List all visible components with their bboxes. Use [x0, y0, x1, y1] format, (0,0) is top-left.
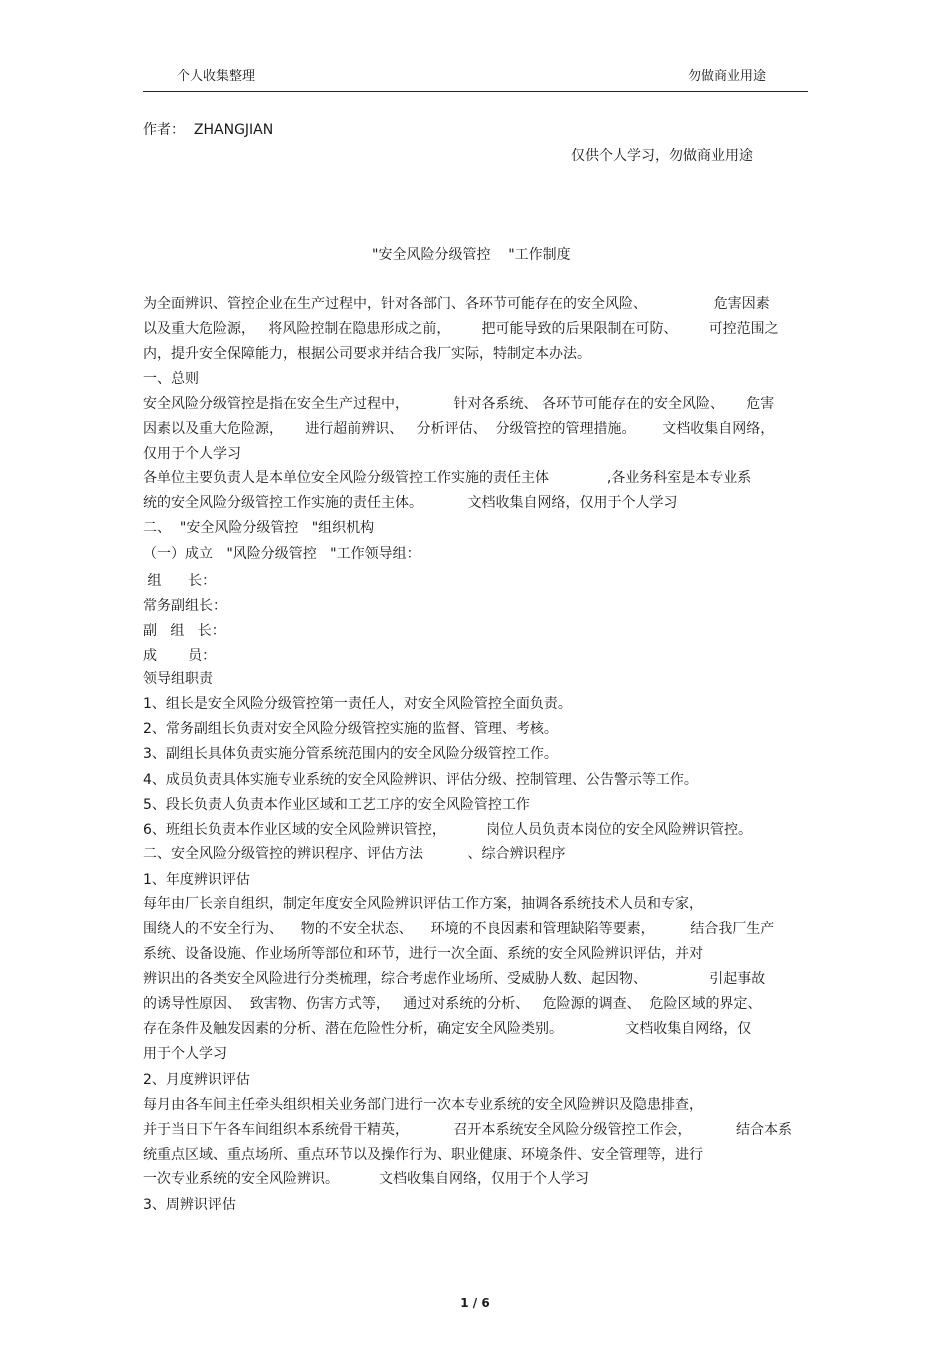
- body-line: 以及重大危险源， 将风险控制在隐患形成之前， 把可能导致的后果限制在可防、 可控范围之: [143, 321, 779, 337]
- body-line: 安全风险分级管控是指在安全生产过程中， 针对各系统、 各环节可能存在的安全风险、 危害: [143, 396, 775, 412]
- document-title: "安全风险分级管控 "工作制度: [372, 247, 571, 263]
- body-line: 并于当日下午各车间组织本系统骨干精英， 召开本系统安全风险分级管控工作会， 结合本系: [143, 1122, 793, 1138]
- body-line: 1、年度辨识评估: [143, 872, 250, 888]
- body-line: 常务副组长：: [143, 598, 227, 614]
- body-line: 3、副组长具体负责实施分管系统范围内的安全风险分级管控工作。: [143, 746, 558, 762]
- body-line: 3、周辨识评估: [143, 1197, 236, 1213]
- body-line: 领导组职责: [143, 671, 213, 687]
- body-line: 5、段长负责人负责本作业区域和工艺工序的安全风险管控工作: [143, 797, 530, 813]
- body-line: 仅用于个人学习: [143, 446, 241, 462]
- body-line: 辨识出的各类安全风险进行分类梳理，综合考虑作业场所、受威胁人数、起因物、 引起事故: [143, 971, 766, 987]
- body-line: 1、组长是安全风险分级管控第一责任人，对安全风险管控全面负责。: [143, 696, 572, 712]
- body-line: 一、总则: [143, 371, 199, 387]
- body-line: 内，提升安全保障能力，根据公司要求并结合我厂实际，特制定本办法。: [143, 346, 591, 362]
- body-line: 二、安全风险分级管控的辨识程序、评估方法 、综合辨识程序: [143, 846, 566, 862]
- body-line: 二、 "安全风险分级管控 "组织机构: [143, 520, 375, 536]
- usage-notice: 仅供个人学习，勿做商业用途: [571, 148, 753, 164]
- page-number: 1 / 6: [460, 1296, 490, 1310]
- body-line: 统的安全风险分级管控工作实施的责任主体。 文档收集自网络，仅用于个人学习: [143, 495, 678, 511]
- header-right: 勿做商业用途: [688, 69, 767, 84]
- body-line: 成 员：: [143, 648, 217, 664]
- body-line: 副 组 长：: [143, 623, 226, 639]
- body-line: 各单位主要负责人是本单位安全风险分级管控工作实施的责任主体 ,各业务科室是本专业系: [143, 470, 752, 486]
- body-line: 一次专业系统的安全风险辨识。 文档收集自网络，仅用于个人学习: [143, 1171, 590, 1187]
- body-line: 围绕人的不安全行为、 物的不安全状态、 环境的不良因素和管理缺陷等要素， 结合我厂生产: [143, 921, 775, 937]
- body-line: 为全面辨识、管控企业在生产过程中，针对各部门、各环节可能存在的安全风险、 危害因素: [143, 296, 770, 312]
- author-line: 作者： ZHANGJIAN: [143, 122, 274, 138]
- body-line: 因素以及重大危险源， 进行超前辨识、 分析评估、 分级管控的管理措施。 文档收集自网络，: [143, 421, 775, 437]
- body-line: 每年由厂长亲自组织，制定年度安全风险辨识评估工作方案，抽调各系统技术人员和专家，: [143, 896, 703, 912]
- body-line: 的诱导性原因、 致害物、伤害方式等， 通过对系统的分析、 危险源的调查、 危险区域的界定、: [143, 996, 762, 1012]
- body-line: 系统、设备设施、作业场所等部位和环节，进行一次全面、系统的安全风险辨识评估，并对: [143, 946, 703, 962]
- header-divider: [143, 91, 808, 92]
- body-line: 组 长：: [143, 573, 217, 589]
- body-line: 存在条件及触发因素的分析、潜在危险性分析，确定安全风险类别。 文档收集自网络，仅: [143, 1021, 752, 1037]
- body-line: 6、班组长负责本作业区域的安全风险辨识管控， 岗位人员负责本岗位的安全风险辨识管控。: [143, 822, 752, 838]
- body-line: 4、成员负责具体实施专业系统的安全风险辨识、评估分级、控制管理、公告警示等工作。: [143, 772, 698, 788]
- body-line: 2、常务副组长负责对安全风险分级管控实施的监督、管理、考核。: [143, 721, 558, 737]
- body-line: 2、月度辨识评估: [143, 1072, 250, 1088]
- body-line: 统重点区域、重点场所、重点环节以及操作行为、职业健康、环境条件、安全管理等，进行: [143, 1147, 703, 1163]
- header-left: 个人收集整理: [177, 69, 256, 84]
- body-line: 用于个人学习: [143, 1046, 227, 1062]
- body-line: （一）成立 "风险分级管控 "工作领导组：: [143, 546, 421, 562]
- body-line: 每月由各车间主任牵头组织相关业务部门进行一次本专业系统的安全风险辨识及隐患排查，: [143, 1097, 703, 1113]
